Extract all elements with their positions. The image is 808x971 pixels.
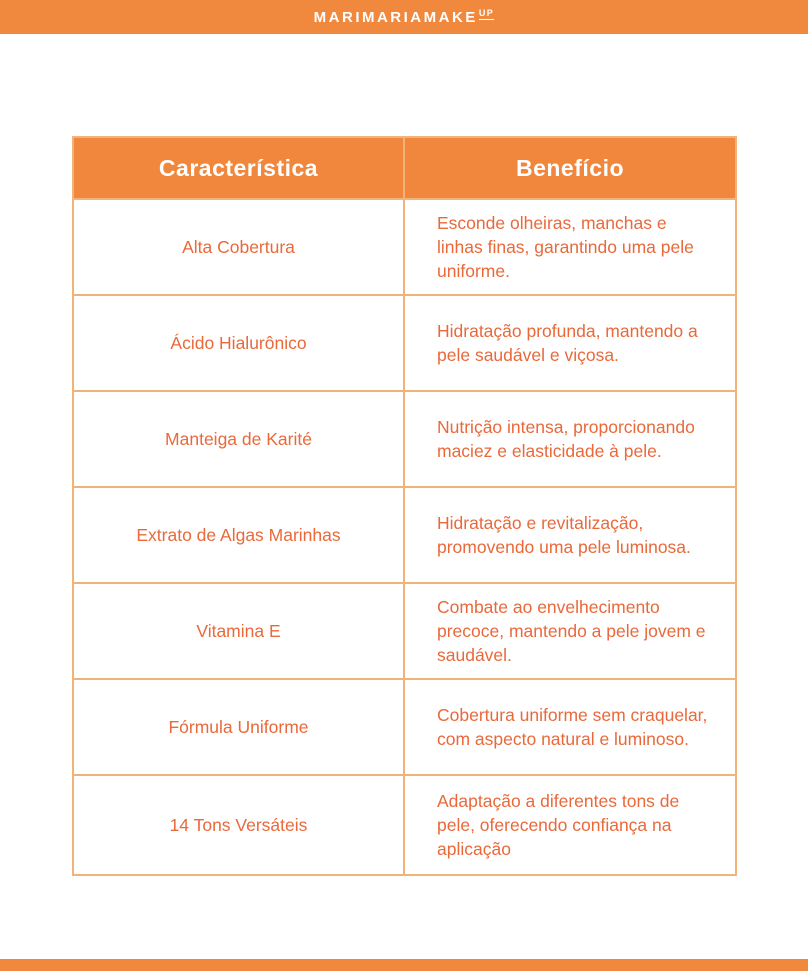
table-row — [74, 390, 735, 486]
brand-logo-up: UP — [478, 7, 495, 18]
bottom-brand-band — [0, 959, 808, 971]
characteristic-cell: 14 Tons Versáteis — [74, 776, 405, 874]
characteristic-cell: Alta Cobertura — [74, 200, 405, 294]
header-characteristic: Característica — [74, 138, 405, 198]
characteristic-cell: Ácido Hialurônico — [74, 296, 405, 390]
header-benefit: Benefício — [515, 154, 625, 181]
characteristic-cell: Manteiga de Karité — [74, 392, 405, 486]
feature-benefit-table — [72, 136, 737, 876]
table-header-row — [74, 138, 735, 198]
table-row — [74, 774, 735, 874]
benefit-cell: Hidratação e revitalização, promovendo uma pele luminosa. — [437, 512, 691, 557]
characteristic-cell: Extrato de Algas Marinhas — [74, 488, 405, 582]
benefit-cell: Adaptação a diferentes tons de pele, oferecendo confiança na aplicação — [437, 790, 680, 860]
characteristic-cell: Fórmula Uniforme — [74, 680, 405, 774]
characteristic-cell: Vitamina E — [74, 584, 405, 678]
table-row — [74, 678, 735, 774]
benefit-cell: Nutrição intensa, proporcionando maciez e elasticidade à pele. — [437, 416, 695, 461]
top-brand-band — [0, 0, 808, 34]
brand-logo-main: MARIMARIAMAKE — [313, 8, 478, 26]
table-row — [74, 294, 735, 390]
benefit-cell: Combate ao envelhecimento precoce, mantendo a pele jovem e saudável. — [437, 596, 706, 666]
benefit-cell: Esconde olheiras, manchas e linhas finas, garantindo uma pele uniforme. — [437, 212, 694, 282]
benefit-cell: Cobertura uniforme sem craquelar, com aspecto natural e luminoso. — [437, 704, 708, 749]
table-row — [74, 198, 735, 294]
benefit-cell: Hidratação profunda, mantendo a pele saudável e viçosa. — [437, 320, 698, 365]
brand-logo — [313, 7, 495, 26]
table-row — [74, 582, 735, 678]
table-row — [74, 486, 735, 582]
